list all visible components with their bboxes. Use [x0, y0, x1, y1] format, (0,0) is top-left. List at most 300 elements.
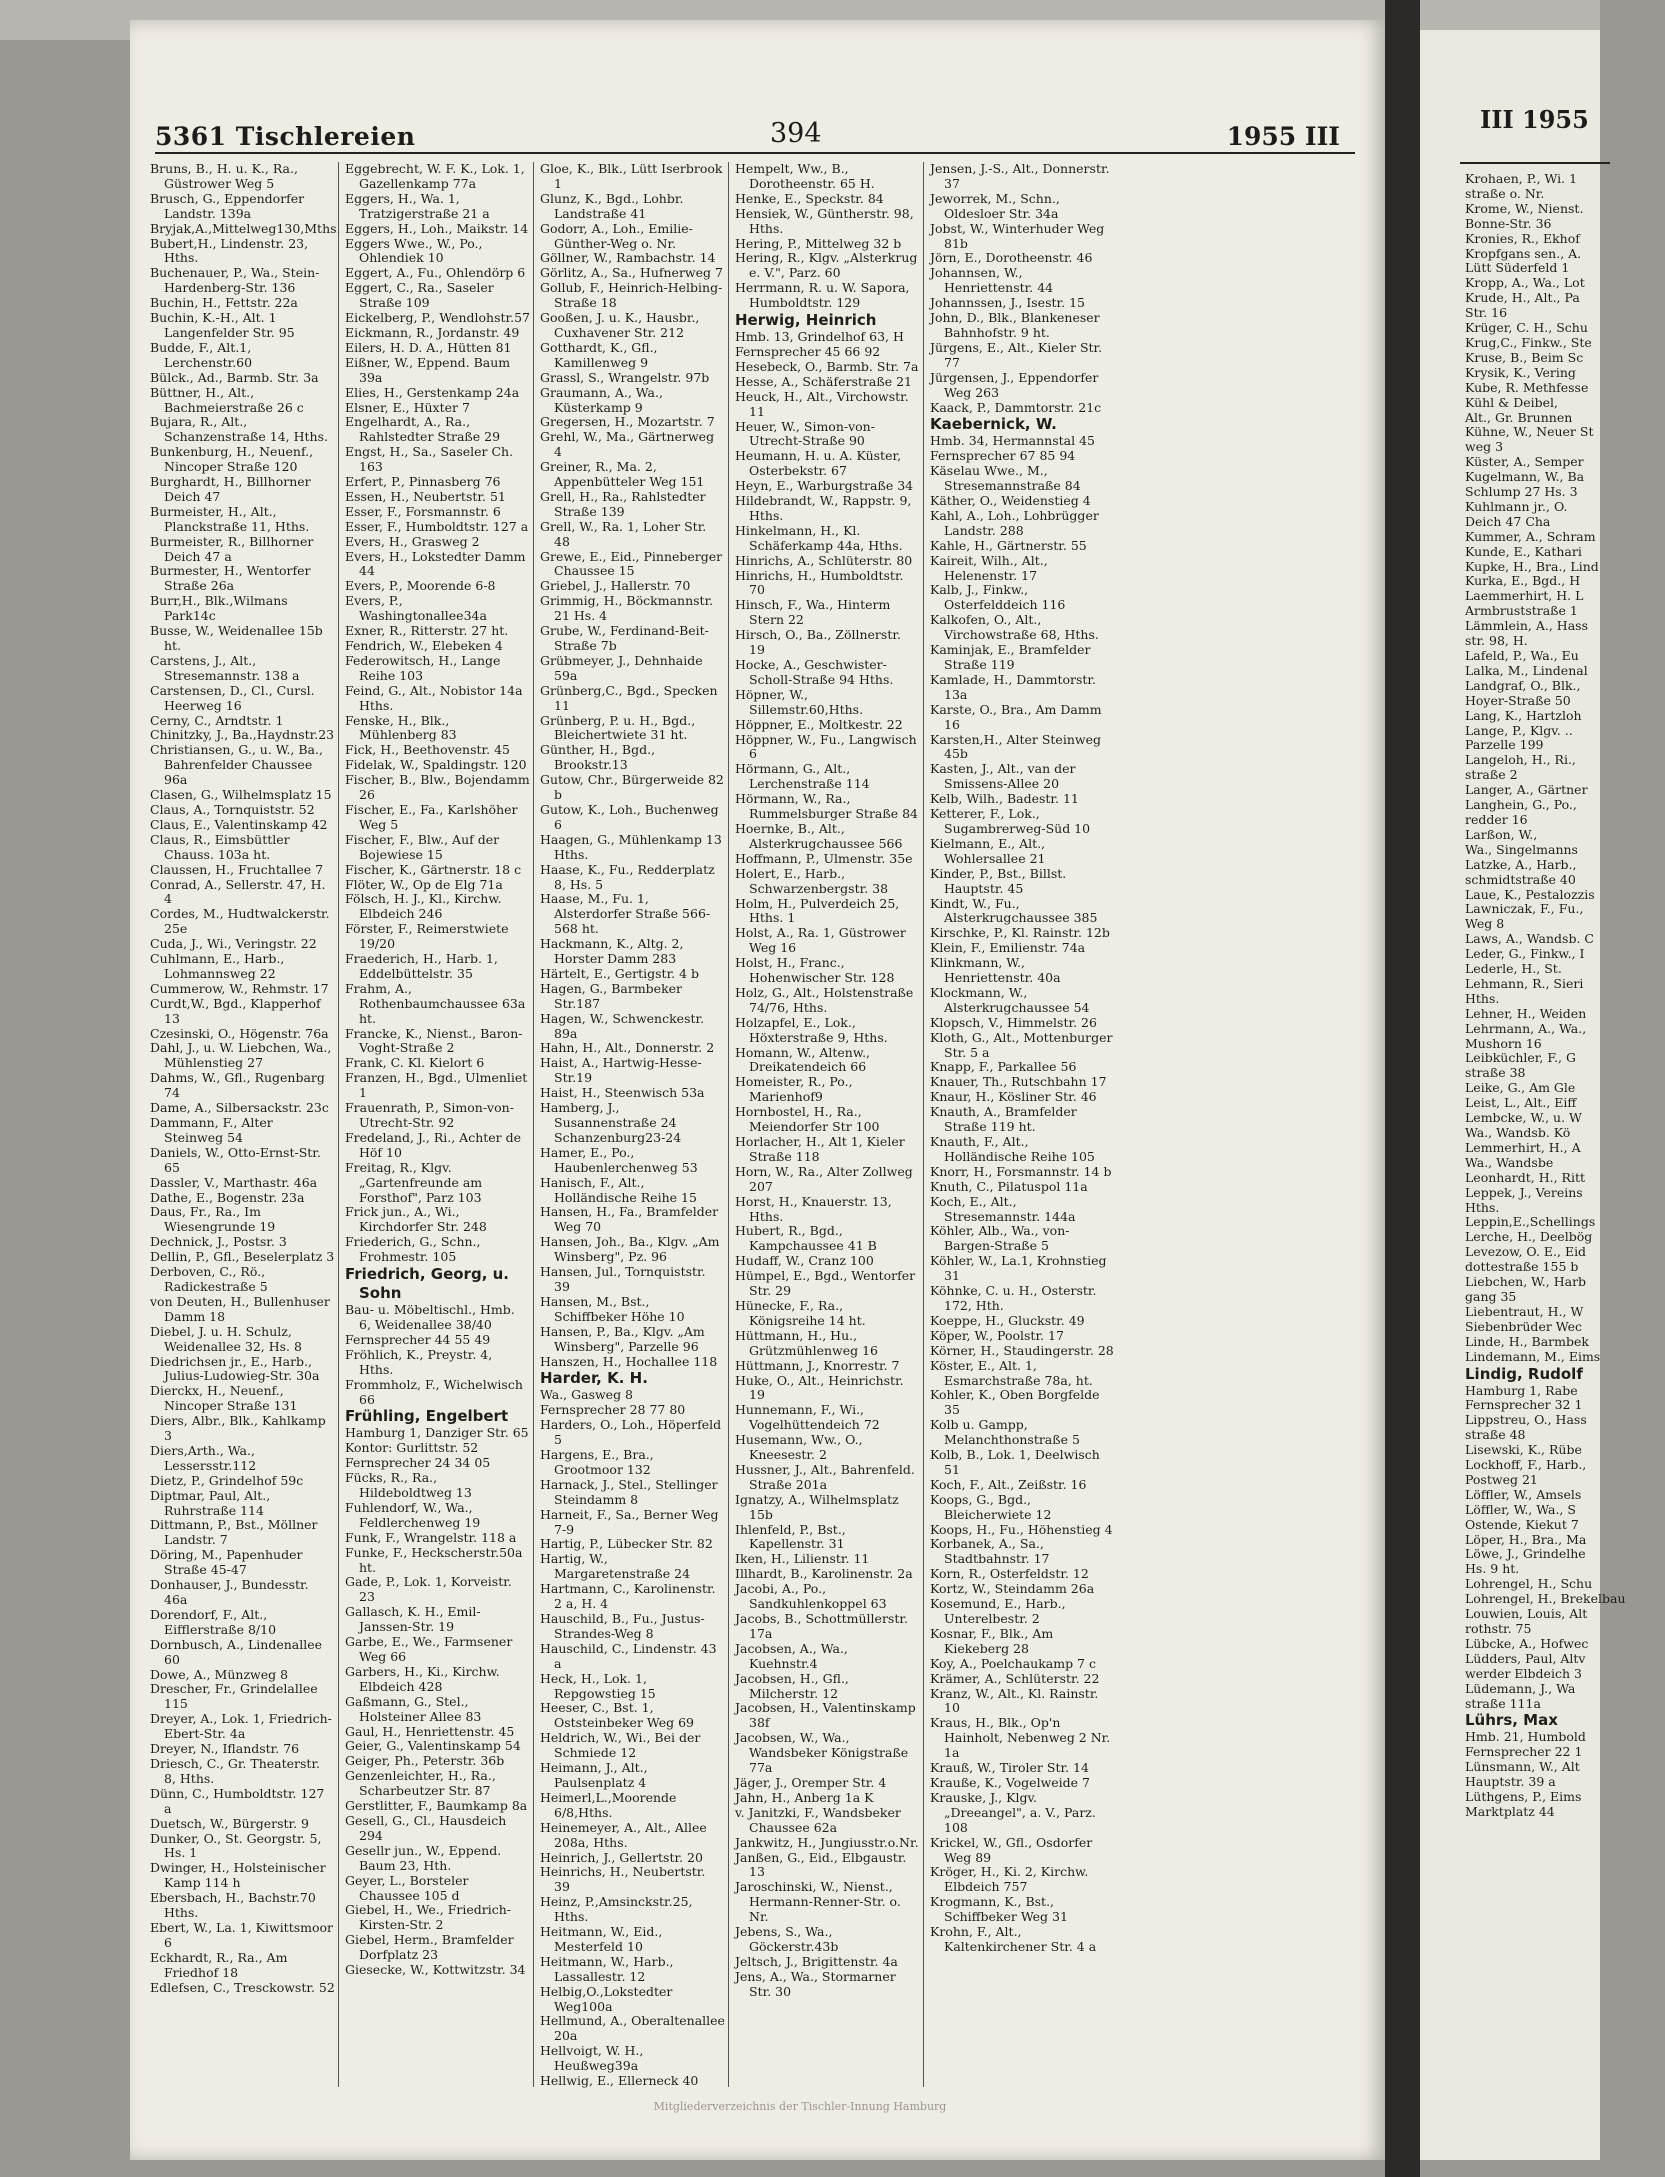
- directory-entry: Lang, K., Hartzloh: [1465, 707, 1582, 723]
- directory-entry: Hansen, Joh., Ba., Klgv. „Am Winsberg", Pz. 96: [540, 1234, 720, 1265]
- directory-entry: Hamer, E., Po., Haubenlerchenweg 53: [540, 1144, 698, 1175]
- directory-entry: Hinrichs, H., Humboldtstr. 70: [735, 567, 904, 598]
- directory-entry: Kummer, A., Schram: [1465, 528, 1596, 544]
- directory-entry: Latzke, A., Harb.,: [1465, 856, 1577, 872]
- directory-entry: Heimann, J., Alt., Paulsenplatz 4: [540, 1760, 648, 1790]
- directory-entry: Fernsprecher 22 1: [1465, 1744, 1583, 1760]
- directory-entry: Heumann, H. u. A. Küster, Osterbekstr. 67: [735, 448, 902, 479]
- directory-entry: Harnack, J., Stel., Stellinger Steindamm 8: [540, 1476, 718, 1507]
- directory-entry: Krude, H., Alt., Pa: [1465, 290, 1580, 306]
- directory-entry: Janßen, G., Eid., Elbgaustr. 13: [735, 1849, 907, 1880]
- directory-entry: Dunker, O., St. Georgstr. 5, Hs. 1: [150, 1830, 322, 1861]
- directory-entry: Leist, L., Alt., Eiff: [1465, 1095, 1577, 1111]
- directory-entry: Lüdemann, J., Wa: [1465, 1680, 1576, 1696]
- directory-entry: Hartig, W., Margaretenstraße 24: [540, 1551, 691, 1582]
- directory-entry: Fischer, K., Gärtnerstr. 18 c: [345, 861, 522, 877]
- directory-entry: Fernsprecher 67 85 94: [930, 448, 1076, 464]
- directory-entry: Fröhlich, K., Preystr. 4, Hths.: [345, 1346, 493, 1377]
- directory-entry: schmidtstraße 40: [1465, 871, 1576, 887]
- directory-entry: Leder, G., Finkw., I: [1465, 946, 1585, 962]
- directory-entry: Heyn, E., Warburgstraße 34: [735, 478, 914, 494]
- directory-entry: Garbe, E., We., Farmsener Weg 66: [345, 1634, 513, 1664]
- directory-entry: Hs. 9 ht.: [1465, 1561, 1520, 1577]
- directory-entry: Horn, W., Ra., Alter Zollweg 207: [735, 1163, 913, 1194]
- directory-entry: Krohaen, P., Wi. 1: [1465, 171, 1578, 186]
- directory-entry: Kontor: Gurlittstr. 52: [345, 1440, 479, 1456]
- directory-entry: Wa., Singelmanns: [1465, 841, 1578, 857]
- directory-entry: Hartig, P., Lübecker Str. 82: [540, 1536, 713, 1552]
- directory-entry: Hellwig, E., Ellerneck 40: [540, 2073, 699, 2089]
- directory-entry: Krauske, J., Klgv. „Dreeangel", a. V., Parz. 108: [930, 1789, 1096, 1835]
- directory-entry: Heimerl,L.,Moorende 6/8,Hths.: [540, 1789, 677, 1820]
- directory-entry: Glunz, K., Bgd., Lohbr. Landstraße 41: [540, 190, 684, 221]
- directory-entry: Dathe, E., Bogenstr. 23a: [150, 1189, 305, 1205]
- directory-entry: Hensiek, W., Güntherstr. 98, Hths.: [735, 205, 914, 236]
- directory-entry: Lockhoff, F., Harb.,: [1465, 1457, 1587, 1473]
- directory-entry: Heinz, P.,Amsinckstr.25, Hths.: [540, 1894, 693, 1925]
- directory-entry: Hagen, W., Schwenckestr. 89a: [540, 1010, 705, 1041]
- directory-entry: Gallasch, K. H., Emil-Janssen-Str. 19: [345, 1604, 481, 1635]
- directory-entry: straße 111a: [1465, 1695, 1541, 1711]
- directory-entry: Jacobi, A., Po., Sandkuhlenkoppel 63: [735, 1581, 887, 1612]
- directory-entry: Buchin, H., Fettstr. 22a: [150, 295, 298, 311]
- directory-entry: Gollub, F., Heinrich-Helbing-Straße 18: [540, 280, 723, 311]
- directory-entry: Hackmann, K., Altg. 2, Horster Damm 283: [540, 936, 684, 967]
- directory-entry: Buchenauer, P., Wa., Stein-Hardenberg-Str. 136: [150, 265, 320, 296]
- directory-entry: Eilers, H. D. A., Hütten 81: [345, 339, 512, 355]
- directory-entry: Helbig,O.,Lokstedter Weg100a: [540, 1983, 673, 2014]
- directory-entry: Hanisch, F., Alt., Holländische Reihe 15: [540, 1174, 697, 1205]
- directory-entry: Greiner, R., Ma. 2, Appenbütteler Weg 151: [540, 459, 705, 490]
- directory-entry: Lippstreu, O., Hass: [1465, 1412, 1587, 1428]
- directory-entry: Fredeland, J., Ri., Achter de Höf 10: [345, 1129, 522, 1160]
- directory-entry: Alt., Gr. Brunnen: [1465, 409, 1573, 425]
- directory-entry: Parzelle 199: [1465, 737, 1544, 753]
- directory-entry: Burr,H., Blk.,Wilmans Park14c: [150, 593, 288, 624]
- directory-entry: Lemmerhirt, H., A: [1465, 1139, 1581, 1155]
- directory-entry: Bubert,H., Lindenstr. 23, Hths.: [150, 235, 309, 266]
- directory-entry: Husemann, Ww., O., Kneesestr. 2: [735, 1432, 863, 1463]
- directory-entry: Fernsprecher 45 66 92: [735, 343, 881, 359]
- directory-entry: Fick, H., Beethovenstr. 45: [345, 742, 510, 758]
- directory-entry: Huke, O., Alt., Heinrichstr. 19: [735, 1372, 904, 1403]
- directory-entry: Lisewski, K., Rübe: [1465, 1442, 1582, 1458]
- directory-entry: Kube, R. Methfesse: [1465, 379, 1589, 395]
- directory-entry: Burghardt, H., Billhorner Deich 47: [150, 474, 311, 504]
- directory-entry: Hauschild, B., Fu., Justus-Strandes-Weg 8: [540, 1611, 705, 1641]
- directory-entry: Kloth, G., Alt., Mottenburger Str. 5 a: [930, 1029, 1113, 1060]
- directory-entry: Jürgensen, J., Eppendorfer Weg 263: [930, 369, 1099, 400]
- directory-entry: Grassl, S., Wrangelstr. 97b: [540, 369, 710, 385]
- directory-entry: Eggert, C., Ra., Saseler Straße 109: [345, 280, 494, 311]
- directory-entry: Kamlade, H., Dammtorstr. 13a: [930, 671, 1096, 702]
- directory-entry: Koch, F., Alt., Zeißstr. 16: [930, 1476, 1087, 1492]
- directory-entry: Langeloh, H., Ri.,: [1465, 752, 1576, 768]
- directory-entry: Cummerow, W., Rehmstr. 17: [150, 980, 329, 996]
- directory-entry: Hümpel, E., Bgd., Wentorfer Str. 29: [735, 1268, 916, 1299]
- directory-entry: Drescher, Fr., Grindelallee 115: [150, 1681, 318, 1712]
- directory-entry: Klopsch, V., Himmelstr. 26: [930, 1014, 1097, 1030]
- directory-entry: Klockmann, W., Alsterkrugchaussee 54: [930, 984, 1090, 1015]
- directory-entry: Federowitsch, H., Lange Reihe 103: [345, 652, 501, 683]
- directory-entry: Büttner, H., Alt., Bachmeierstraße 26 c: [150, 384, 304, 415]
- directory-entry: Fendrich, W., Elebeken 4: [345, 638, 503, 653]
- directory-entry: Garbers, H., Ki., Kirchw. Elbdeich 428: [345, 1663, 500, 1694]
- directory-entry: Jeltsch, J., Brigittenstr. 4a: [735, 1953, 898, 1969]
- directory-entry: Evers, H., Lokstedter Damm 44: [345, 548, 526, 579]
- directory-entry: Fraederich, H., Harb. 1, Eddelbüttelstr. 35: [345, 951, 498, 981]
- directory-entry: Elies, H., Gerstenkamp 24a: [345, 384, 520, 400]
- directory-entry: Dwinger, H., Holsteinischer Kamp 114 h: [150, 1860, 326, 1891]
- directory-entry: Iken, H., Lilienstr. 11: [735, 1551, 870, 1567]
- directory-entry: straße 2: [1465, 767, 1518, 783]
- directory-entry: Mushorn 16: [1465, 1035, 1542, 1051]
- header-rule: [155, 152, 1355, 154]
- directory-entry: Lalka, M., Lindenal: [1465, 662, 1588, 678]
- directory-entry: Engst, H., Sa., Saseler Ch. 163: [345, 444, 514, 475]
- directory-entry: Kranz, W., Alt., Kl. Rainstr. 10: [930, 1685, 1099, 1716]
- directory-entry: Hansen, Jul., Tornquiststr. 39: [540, 1264, 706, 1294]
- directory-entry: Hudaff, W., Cranz 100: [735, 1253, 874, 1269]
- directory-entry: Kahl, A., Loh., Lohbrügger Landstr. 288: [930, 507, 1099, 538]
- directory-entry: Kindt, W., Fu., Alsterkrugchaussee 385: [930, 895, 1098, 926]
- directory-entry: Hanszen, H., Hochallee 118: [540, 1353, 718, 1369]
- directory-entry: Jacobs, B., Schottmüllerstr. 17a: [735, 1611, 908, 1641]
- directory-entry: Carstens, J., Alt., Stresemannstr. 138 a: [150, 652, 300, 683]
- directory-entry: Postweg 21: [1465, 1471, 1538, 1487]
- directory-entry: Fischer, B., Blw., Bojendamm 26: [345, 772, 530, 803]
- directory-entry: Kaireit, Wilh., Alt., Helenenstr. 17: [930, 552, 1048, 583]
- directory-entry: Kasten, J., Alt., van der Smissens-Allee 20: [930, 761, 1076, 792]
- directory-entry: str. 98, H.: [1465, 633, 1528, 649]
- directory-entry: Eckhardt, R., Ra., Am Friedhof 18: [150, 1949, 288, 1980]
- directory-entry: Heldrich, W., Wi., Bei der Schmiede 12: [540, 1730, 701, 1761]
- directory-entry: Lembcke, W., u. W: [1465, 1110, 1582, 1126]
- directory-entry: Carstensen, D., Cl., Cursl. Heerweg 16: [150, 682, 315, 713]
- directory-entry: Körner, H., Staudingerstr. 28: [930, 1342, 1114, 1358]
- directory-entry: Ebersbach, H., Bachstr.70 Hths.: [150, 1890, 316, 1921]
- directory-entry: Klinkmann, W., Henriettenstr. 40a: [930, 955, 1061, 986]
- directory-entry: Lange, P., Klgv. ..: [1465, 722, 1573, 738]
- directory-entry: Leppin,E.,Schellings: [1465, 1214, 1596, 1230]
- directory-entry: Frauenrath, P., Simon-von-Utrecht-Str. 92: [345, 1100, 514, 1130]
- directory-entry: Hellvoigt, W. H., Heußweg39a: [540, 2043, 644, 2074]
- directory-entry: Köper, W., Poolstr. 17: [930, 1327, 1064, 1343]
- directory-entry: Kortz, W., Steindamm 26a: [930, 1581, 1095, 1597]
- directory-entry: Koy, A., Poelchaukamp 7 c: [930, 1655, 1096, 1671]
- directory-entry: Kunde, E., Kathari: [1465, 543, 1582, 559]
- directory-entry: Krüger, C. H., Schu: [1465, 320, 1588, 336]
- directory-entry: Härtelt, E., Gertigstr. 4 b: [540, 965, 700, 981]
- directory-entry: Krome, W., Nienst.: [1465, 200, 1584, 216]
- directory-entry: Kohler, K., Oben Borgfelde 35: [930, 1387, 1100, 1418]
- directory-entry: Löffler, W., Wa., S: [1465, 1501, 1576, 1517]
- directory-entry: Krauße, K., Vogelweide 7: [930, 1774, 1090, 1790]
- directory-entry: Dierckx, H., Neuenf., Nincoper Straße 131: [150, 1383, 298, 1414]
- directory-entry: Engelhardt, A., Ra., Rahlstedter Straße 29: [345, 414, 501, 445]
- directory-entry: Illhardt, B., Karolinenstr. 2a: [735, 1566, 913, 1582]
- directory-entry: Evers, H., Grasweg 2: [345, 533, 480, 549]
- directory-entry: Frank, C. Kl. Kielort 6: [345, 1055, 485, 1071]
- directory-entry: Lührs, Max: [1465, 1711, 1558, 1730]
- directory-entry: Cerny, C., Arndtstr. 1: [150, 712, 284, 728]
- directory-entry: Knaur, H., Kösliner Str. 46: [930, 1089, 1097, 1105]
- directory-entry: Eggert, A., Fu., Ohlendörp 6: [345, 265, 526, 281]
- directory-entry: Marktplatz 44: [1465, 1803, 1555, 1819]
- directory-entry: Derboven, C., Rö., Radickestraße 5: [150, 1264, 268, 1294]
- directory-column-2: [345, 162, 530, 2087]
- directory-entry: Haist, A., Hartwig-Hesse-Str.19: [540, 1055, 702, 1086]
- directory-entry: Cuhlmann, E., Harb., Lohmannsweg 22: [150, 951, 285, 981]
- directory-entry: Hmb. 13, Grindelhof 63, H: [735, 329, 904, 345]
- directory-entry: Lütt Süderfeld 1: [1465, 260, 1570, 276]
- directory-entry: Geyer, L., Borsteler Chaussee 105 d: [345, 1872, 469, 1903]
- directory-entry: Holzapfel, E., Lok., Höxterstraße 9, Hths.: [735, 1014, 888, 1045]
- directory-entry: Eickmann, R., Jordanstr. 49: [345, 324, 520, 340]
- directory-entry: Homann, W., Altenw., Dreikatendeich 66: [735, 1044, 871, 1075]
- directory-entry: Jacobsen, W., Wa., Wandsbeker Königstraße 77a: [735, 1730, 909, 1776]
- directory-entry: Lünsmann, W., Alt: [1465, 1759, 1580, 1775]
- directory-entry: v. Janitzki, F., Wandsbeker Chaussee 62a: [735, 1804, 901, 1835]
- directory-entry: Käselau Wwe., M., Stresemannstraße 84: [930, 463, 1081, 494]
- directory-entry: Gaßmann, G., Stel., Holsteiner Allee 83: [345, 1693, 482, 1724]
- page-number: 394: [770, 118, 822, 149]
- directory-entry: Kröger, H., Ki. 2, Kirchw. Elbdeich 757: [930, 1864, 1089, 1895]
- directory-entry: Budde, F., Alt.1, Lerchenstr.60: [150, 339, 253, 370]
- directory-entry: Ignatzy, A., Wilhelmsplatz 15b: [735, 1491, 899, 1522]
- directory-column-1: [150, 161, 341, 2087]
- directory-entry: Diptmar, Paul, Alt., Ruhrstraße 114: [150, 1487, 271, 1518]
- directory-entry: Holm, H., Pulverdeich 25, Hths. 1: [735, 895, 900, 926]
- directory-entry: werder Elbdeich 3: [1465, 1665, 1582, 1681]
- directory-entry: straße 38: [1465, 1065, 1526, 1081]
- directory-entry: Jacobsen, H., Gfl., Milcherstr. 12: [735, 1670, 849, 1701]
- directory-entry: Holert, E., Harb., Schwarzenbergstr. 38: [735, 865, 889, 896]
- directory-entry: Daus, Fr., Ra., Im Wiesengrunde 19: [150, 1204, 276, 1235]
- directory-entry: Dellin, P., Gfl., Beselerplatz 3: [150, 1249, 335, 1265]
- directory-entry: Kühne, W., Neuer St: [1465, 424, 1594, 440]
- directory-entry: Esser, F., Forsmannstr. 6: [345, 503, 501, 519]
- directory-entry: Holz, G., Alt., Holstenstraße 74/76, Hths.: [735, 984, 914, 1015]
- directory-entry: Korbanek, A., Sa., Stadtbahnstr. 17: [930, 1536, 1050, 1567]
- directory-entry: Hörmann, W., Ra., Rummelsburger Straße 84: [735, 791, 918, 822]
- directory-entry: Kolb u. Gampp, Melanchthonstraße 5: [930, 1417, 1080, 1448]
- directory-entry: Kurka, E., Bgd., H: [1465, 573, 1581, 589]
- directory-entry: Heitmann, W., Eid., Mesterfeld 10: [540, 1924, 663, 1954]
- directory-entry: Dowe, A., Münzweg 8: [150, 1666, 289, 1682]
- directory-entry: Hmb. 34, Hermannstal 45: [930, 433, 1096, 449]
- directory-entry: Louwien, Louis, Alt: [1465, 1606, 1588, 1622]
- directory-entry: Fischer, F., Blw., Auf der Bojewiese 15: [345, 831, 500, 862]
- directory-entry: Bülck., Ad., Barmb. Str. 3a: [150, 369, 319, 385]
- directory-entry: Knauer, Th., Rutschbahn 17: [930, 1074, 1107, 1090]
- directory-entry: Hmb. 21, Humbold: [1465, 1729, 1586, 1745]
- directory-entry: Edlefsen, C., Tresckowstr. 52: [150, 1979, 335, 1995]
- directory-entry: Kugelmann, W., Ba: [1465, 469, 1585, 485]
- directory-entry: Eggers, H., Wa. 1, Tratzigerstraße 21 a: [345, 190, 490, 221]
- directory-entry: Knuth, C., Pilatuspol 11a: [930, 1178, 1088, 1194]
- header-rule: [1460, 162, 1610, 164]
- directory-entry: Claussen, H., Fruchtallee 7: [150, 861, 324, 877]
- directory-entry: Hesebeck, O., Barmb. Str. 7a: [735, 358, 919, 374]
- directory-entry: Lüdders, Paul, Altv: [1465, 1650, 1586, 1666]
- directory-entry: Johannssen, J., Isestr. 15: [930, 295, 1085, 311]
- directory-entry: weg 3: [1465, 439, 1504, 455]
- directory-entry: Fernsprecher 44 55 49: [345, 1331, 491, 1347]
- page-footer: Mitgliederverzeichnis der Tischler-Innung Hamburg: [653, 2100, 947, 2113]
- directory-entry: Johannsen, W., Henriettenstr. 44: [930, 265, 1054, 296]
- directory-entry: Chinitzky, J., Ba.,Haydnstr.23: [150, 727, 335, 743]
- directory-entry: Hirsch, O., Ba., Zöllnerstr. 19: [735, 627, 901, 658]
- directory-entry: Laemmerhirt, H. L: [1465, 588, 1584, 604]
- directory-entry: Hoyer-Straße 50: [1465, 692, 1571, 708]
- directory-entry: Haase, K., Fu., Redderplatz 8, Hs. 5: [540, 861, 715, 892]
- directory-entry: Jobst, W., Winterhuder Weg 81b: [930, 220, 1105, 251]
- directory-entry: Leppek, J., Vereins: [1465, 1184, 1583, 1200]
- directory-entry: straße o. Nr.: [1465, 185, 1545, 201]
- directory-entry: Hussner, J., Alt., Bahrenfeld. Straße 201a: [735, 1461, 915, 1492]
- directory-entry: Laue, K., Pestalozzis: [1465, 886, 1595, 902]
- directory-entry: Fölsch, H. J., Kl., Kirchw. Elbdeich 246: [345, 891, 502, 922]
- directory-entry: Bau- u. Möbeltischl., Hmb. 6, Weidenallee 38/40: [345, 1302, 515, 1332]
- directory-entry: Günther, H., Bgd., Brookstr.13: [540, 742, 656, 773]
- directory-entry: Horst, H., Knauerstr. 13, Hths.: [735, 1193, 892, 1224]
- directory-entry: Karsten,H., Alter Steinweg 45b: [930, 731, 1101, 762]
- directory-entry: Koeppe, H., Gluckstr. 49: [930, 1312, 1085, 1328]
- directory-entry: Burmeister, R., Billhorner Deich 47 a: [150, 533, 314, 564]
- directory-entry: Krug,C., Finkw., Ste: [1465, 334, 1592, 350]
- directory-entry: Hocke, A., Geschwister-Scholl-Straße 94 Hths.: [735, 657, 894, 687]
- directory-entry: Dittmann, P., Bst., Möllner Landstr. 7: [150, 1517, 318, 1548]
- directory-entry: Evers, P., Washingtonallee34a: [345, 593, 487, 624]
- directory-entry: Knapp, F., Parkallee 56: [930, 1059, 1077, 1075]
- directory-column-3: [540, 162, 725, 2087]
- directory-entry: Holst, A., Ra. 1, Güstrower Weg 16: [735, 925, 906, 956]
- directory-entry: Siebenbrüder Wec: [1465, 1318, 1583, 1334]
- directory-entry: Gade, P., Lok. 1, Korveistr. 23: [345, 1574, 512, 1605]
- directory-entry: Haagen, G., Mühlenkamp 13 Hths.: [540, 831, 722, 862]
- directory-entry: Hamberg, J., Susannenstraße 24 Schanzenburg23-24: [540, 1100, 682, 1145]
- directory-entry: Langer, A., Gärtner: [1465, 782, 1588, 798]
- directory-entry: Hünecke, F., Ra., Königsreihe 14 ht.: [735, 1297, 866, 1328]
- header-section-title: 5361 Tischlereien: [155, 122, 416, 151]
- directory-entry: Döring, M., Papenhuder Straße 45-47: [150, 1547, 303, 1578]
- directory-entry: Heuck, H., Alt., Virchowstr. 11: [735, 388, 909, 419]
- directory-entry: Kahle, H., Gärtnerstr. 55: [930, 537, 1087, 553]
- directory-entry: Grübmeyer, J., Dehnhaide 59a: [540, 652, 703, 683]
- directory-entry: Hamburg 1, Danziger Str. 65: [345, 1425, 529, 1441]
- directory-entry: Larßon, W.,: [1465, 826, 1538, 842]
- directory-entry: Hansen, H., Fa., Bramfelder Weg 70: [540, 1204, 719, 1235]
- directory-entry: Lehner, H., Weiden: [1465, 1005, 1587, 1021]
- directory-entry: Franzen, H., Bgd., Ulmenliet 1: [345, 1070, 528, 1101]
- directory-entry: Harneit, F., Sa., Berner Weg 7-9: [540, 1506, 719, 1537]
- directory-entry: Kronies, R., Ekhof: [1465, 230, 1580, 246]
- directory-entry: Hoffmann, P., Ulmenstr. 35e: [735, 850, 913, 866]
- directory-entry: Eißner, W., Eppend. Baum 39a: [345, 354, 511, 385]
- directory-entry: Krohn, F., Alt., Kaltenkirchener Str. 4 a: [930, 1924, 1097, 1954]
- directory-entry: Knorr, H., Forsmannstr. 14 b: [930, 1163, 1112, 1179]
- directory-entry: Kosemund, E., Harb., Unterelbestr. 2: [930, 1596, 1066, 1626]
- directory-entry: Frühling, Engelbert: [345, 1407, 509, 1426]
- directory-entry: Daniels, W., Otto-Ernst-Str. 65: [150, 1144, 321, 1175]
- directory-entry: Grehl, W., Ma., Gärtnerweg 4: [540, 429, 715, 460]
- directory-entry: Herwig, Heinrich: [735, 311, 877, 330]
- directory-entry: Geier, G., Valentinskamp 54: [345, 1738, 521, 1754]
- directory-entry: Kaminjak, E., Bramfelder Straße 119: [930, 642, 1091, 672]
- directory-column-5: [930, 162, 1115, 2087]
- directory-entry: Höpner, W., Sillemstr.60,Hths.: [735, 686, 864, 717]
- directory-entry: Lerche, H., Deelbög: [1465, 1229, 1593, 1245]
- directory-entry: Hinrichs, A., Schlüterstr. 80: [735, 552, 913, 568]
- directory-entry: Kupke, H., Bra., Lind: [1465, 558, 1599, 574]
- directory-entry: Koch, E., Alt., Stresemannstr. 144a: [930, 1193, 1076, 1224]
- directory-entry: Driesch, C., Gr. Theaterstr. 8, Hths.: [150, 1755, 321, 1786]
- directory-entry: Donhauser, J., Bundesstr. 46a: [150, 1577, 309, 1607]
- directory-entry: Krauß, W., Tiroler Str. 14: [930, 1760, 1089, 1776]
- directory-entry: Käther, O., Weidenstieg 4: [930, 493, 1091, 509]
- directory-entry: Holst, H., Franc., Hohenwischer Str. 128: [735, 955, 895, 986]
- column-divider: [923, 162, 924, 2087]
- directory-entry: Homeister, R., Po., Marienhof9: [735, 1074, 853, 1105]
- directory-entry: Grewe, E., Eid., Pinneberger Chaussee 15: [540, 548, 723, 579]
- directory-entry: Kinder, P., Bst., Billst. Hauptstr. 45: [930, 865, 1067, 896]
- directory-entry: Krickel, W., Gfl., Osdorfer Weg 89: [930, 1834, 1093, 1865]
- directory-entry: Langhein, G., Po.,: [1465, 797, 1577, 813]
- directory-entry: Dünn, C., Humboldtstr. 127 a: [150, 1785, 325, 1816]
- directory-entry: Fernsprecher 32 1: [1465, 1397, 1583, 1413]
- directory-entry: Dreyer, A., Lok. 1, Friedrich-Ebert-Str. 4a: [150, 1711, 332, 1742]
- directory-entry: Hoernke, B., Alt., Alsterkrugchaussee 566: [735, 820, 903, 851]
- directory-entry: Grell, H., Ra., Rahlstedter Straße 139: [540, 488, 706, 519]
- directory-entry: Hüttmann, H., Hu., Grützmühlenweg 16: [735, 1327, 878, 1358]
- directory-entry: Jürgens, E., Alt., Kieler Str. 77: [930, 339, 1103, 370]
- directory-entry: Feind, G., Alt., Nobistor 14a Hths.: [345, 682, 523, 713]
- directory-entry: Genzenleichter, H., Ra., Scharbeutzer Str. 87: [345, 1768, 496, 1799]
- directory-entry: Horlacher, H., Alt 1, Kieler Straße 118: [735, 1134, 905, 1164]
- directory-entry: Löffler, W., Amsels: [1465, 1486, 1582, 1502]
- directory-entry: Lohrengel, H., Brekelbau: [1465, 1591, 1626, 1607]
- directory-entry: Esser, F., Humboldtstr. 127 a: [345, 518, 529, 534]
- directory-entry: Fuhlendorf, W., Wa., Feldlerchenweg 19: [345, 1499, 481, 1530]
- directory-entry: Funke, F., Heckscherstr.50a ht.: [345, 1544, 523, 1575]
- directory-entry: Löper, H., Bra., Ma: [1465, 1531, 1587, 1547]
- directory-entry: Kolb, B., Lok. 1, Deelwisch 51: [930, 1447, 1100, 1477]
- directory-entry: Jaroschinski, W., Nienst., Hermann-Renner-Str. o. Nr.: [735, 1879, 901, 1925]
- directory-entry: Hinkelmann, H., Kl. Schäferkamp 44a, Hths.: [735, 522, 903, 553]
- directory-entry: Fücks, R., Ra., Hildeboldtweg 13: [345, 1470, 472, 1501]
- directory-entry: Jahn, H., Anberg 1a K: [735, 1789, 874, 1805]
- directory-entry: rothstr. 75: [1465, 1621, 1532, 1636]
- directory-entry: Cordes, M., Hudtwalckerstr. 25e: [150, 906, 330, 937]
- directory-entry: Haist, H., Steenwisch 53a: [540, 1085, 705, 1101]
- directory-entry: Grell, W., Ra. 1, Loher Str. 48: [540, 518, 707, 549]
- directory-entry: Jebens, S., Wa., Göckerstr.43b: [735, 1924, 839, 1954]
- directory-entry: Wa., Gasweg 8: [540, 1387, 634, 1403]
- directory-entry: Dammann, F., Alter Steinweg 54: [150, 1115, 273, 1145]
- directory-entry: Kuhlmann jr., O.: [1465, 498, 1568, 514]
- directory-entry: Brusch, G., Eppendorfer Landstr. 139a: [150, 190, 305, 221]
- directory-entry: Henke, E., Speckstr. 84: [735, 190, 884, 206]
- directory-entry: Erfert, P., Pinnasberg 76: [345, 474, 501, 490]
- directory-entry: Kühl & Deibel,: [1465, 394, 1559, 410]
- directory-entry: Lederle, H., St.: [1465, 961, 1562, 977]
- directory-entry: Hering, P., Mittelweg 32 b: [735, 235, 902, 251]
- directory-entry: Deich 47 Cha: [1465, 513, 1551, 529]
- directory-entry: Bruns, B., H. u. K., Ra., Güstrower Weg 5: [150, 161, 298, 191]
- directory-entry: Hamburg 1, Rabe: [1465, 1382, 1578, 1398]
- header-year-volume: 1955 III: [1226, 122, 1340, 151]
